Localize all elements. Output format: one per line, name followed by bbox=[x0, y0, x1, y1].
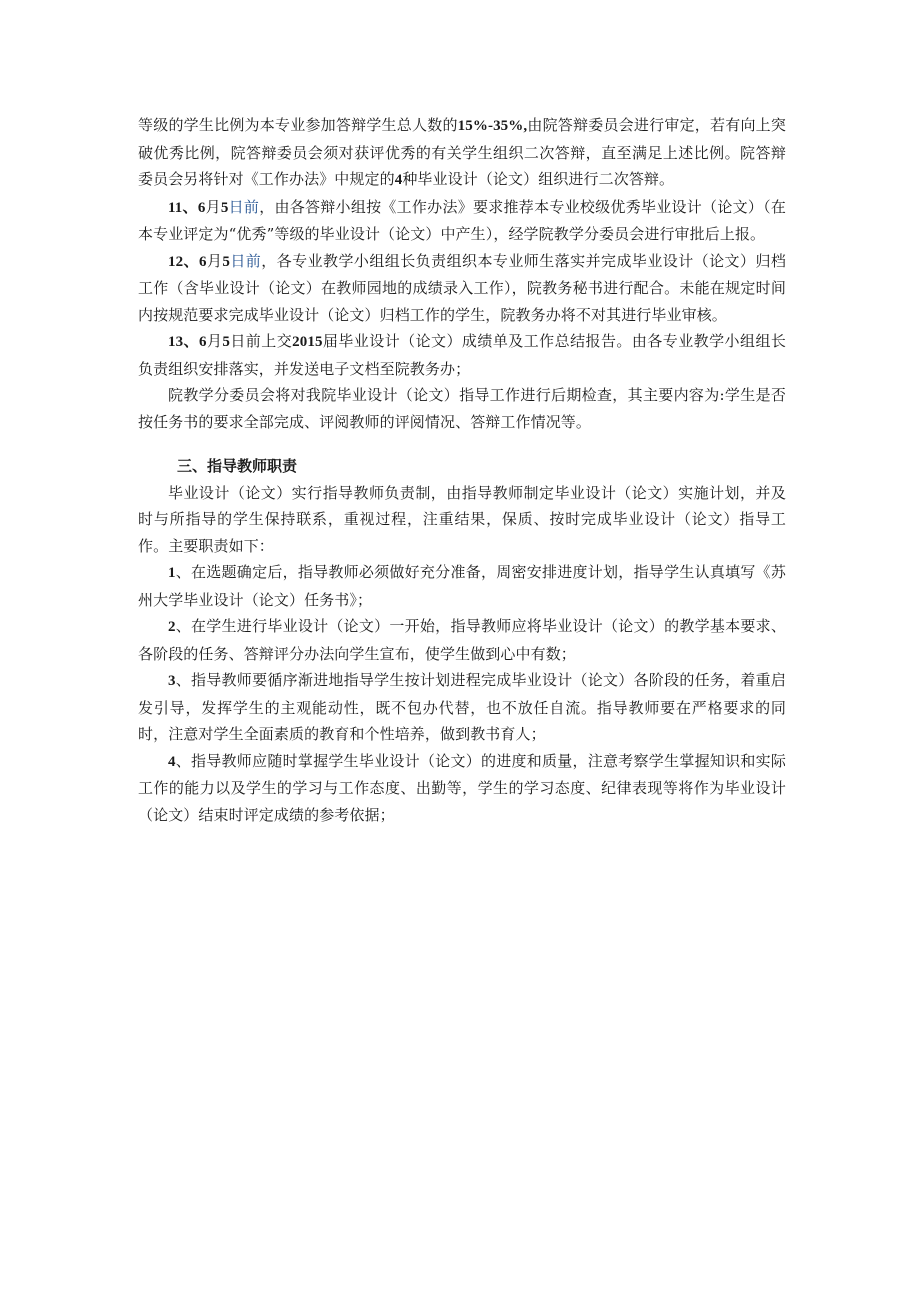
item-number: 3 bbox=[168, 673, 176, 689]
text-run: 种毕业设计（论文）组织进行二次答辩。 bbox=[402, 170, 675, 188]
paragraph-item-11 bbox=[138, 194, 786, 248]
text-run: 届毕业设计（论文）成绩单及工作总结报告。由各专业教学小组组长负责组织安排落实，并发送电子文档至院教务办； bbox=[138, 332, 786, 378]
text-run: 日前上交 bbox=[230, 332, 293, 350]
paragraph-inspection: 院教学分委员会将对我院毕业设计（论文）指导工作进行后期检查，其主要内容为:学生是否按任务书的要求全部完成、评阅教师的评阅情况、答辩工作情况等。 bbox=[138, 386, 786, 431]
paragraph-duty-1 bbox=[138, 559, 786, 613]
text-run: 、指导教师要循序渐进地指导学生按计划进程完成毕业设计（论文）各阶段的任务，着重启发引导，发挥学生的主观能动性，既不包办代替，也不放任自流。指导教师要在严格要求的同时，注意对学生全面素质的教育和个性培养，做到教书育人； bbox=[138, 671, 786, 743]
number-4: 4 bbox=[394, 172, 403, 188]
item-number: 11、6 bbox=[168, 199, 206, 216]
text-run: 等级的学生比例为本专业参加答辩学生总人数的 bbox=[138, 116, 458, 134]
paragraph-duty-2 bbox=[138, 613, 786, 667]
text-run: 、指导教师应随时掌握学生毕业设计（论文）的进度和质量，注意考察学生掌握知识和实际工作的能力以及学生的学习与工作态度、出勤等，学生的学习态度、纪律表现等将作为毕业设计（论文）结束时评定成绩的参考依据； bbox=[138, 751, 786, 824]
text-run: 月 bbox=[206, 251, 223, 270]
deadline-text: 日前 bbox=[230, 251, 262, 270]
section-heading: 三、指导教师职责 bbox=[177, 457, 298, 475]
day-number: 5 bbox=[222, 253, 230, 270]
paragraph-item-12 bbox=[138, 248, 786, 329]
day-number: 5 bbox=[220, 199, 229, 216]
item-number: 1 bbox=[168, 565, 176, 581]
item-number: 2 bbox=[168, 619, 176, 635]
paragraph-gap bbox=[138, 435, 786, 453]
paragraph-item-13 bbox=[138, 328, 786, 382]
deadline-text: 日前 bbox=[228, 197, 260, 216]
day-number: 5 bbox=[222, 334, 231, 350]
text-run: 由院答辩委员会进行审定，若有向上突破优秀比例，院答辩委员会须对获评优秀的有关学生组织二次答辩，直至满足上述比例。院答辩委员会另将针对《工作办法》中规定的 bbox=[138, 116, 786, 188]
text-run: 月 bbox=[206, 332, 223, 350]
text-run: 月 bbox=[205, 197, 221, 216]
text-run: ，由各答辩小组按《工作办法》要求推荐本专业校级优秀毕业设计（论文）（在本专业评定为“优秀”等级的毕业设计（论文）中产生），经学院教学分委员会进行审批后上报。 bbox=[138, 197, 786, 243]
text-run: ，各专业教学小组组长负责组织本专业师生落实并完成毕业设计（论文）归档工作（含毕业设计（论文）在教师园地的成绩录入工作），院教务秘书进行配合。未能在规定时间内按规范要求完成毕业设计（论文）归档工作的学生，院教务办将不对其进行毕业审核。 bbox=[138, 251, 786, 324]
item-number: 4 bbox=[168, 753, 176, 770]
percent-range: 15%-35%, bbox=[457, 118, 528, 134]
text-run: 、在选题确定后，指导教师必须做好充分准备，周密安排进度计划，指导学生认真填写《苏州大学毕业设计（论文）任务书》； bbox=[138, 563, 786, 609]
item-number: 13、6 bbox=[168, 334, 207, 350]
item-number: 12、6 bbox=[168, 253, 207, 270]
paragraph-excellent-ratio bbox=[138, 112, 786, 194]
paragraph-section-intro: 毕业设计（论文）实行指导教师负责制，由指导教师制定毕业设计（论文）实施计划，并及时与所指导的学生保持联系，重视过程，注重结果，保质、按时完成毕业设计（论文）指导工作。主要职责如下： bbox=[138, 483, 786, 555]
paragraph-duty-3 bbox=[138, 667, 786, 748]
document-page bbox=[138, 112, 786, 828]
paragraph-duty-4 bbox=[138, 748, 786, 829]
year-number: 2015 bbox=[292, 334, 323, 350]
text-run: 、在学生进行毕业设计（论文）一开始，指导教师应将毕业设计（论文）的教学基本要求、各阶段的任务、答辩评分办法向学生宣布，使学生做到心中有数； bbox=[138, 617, 786, 663]
